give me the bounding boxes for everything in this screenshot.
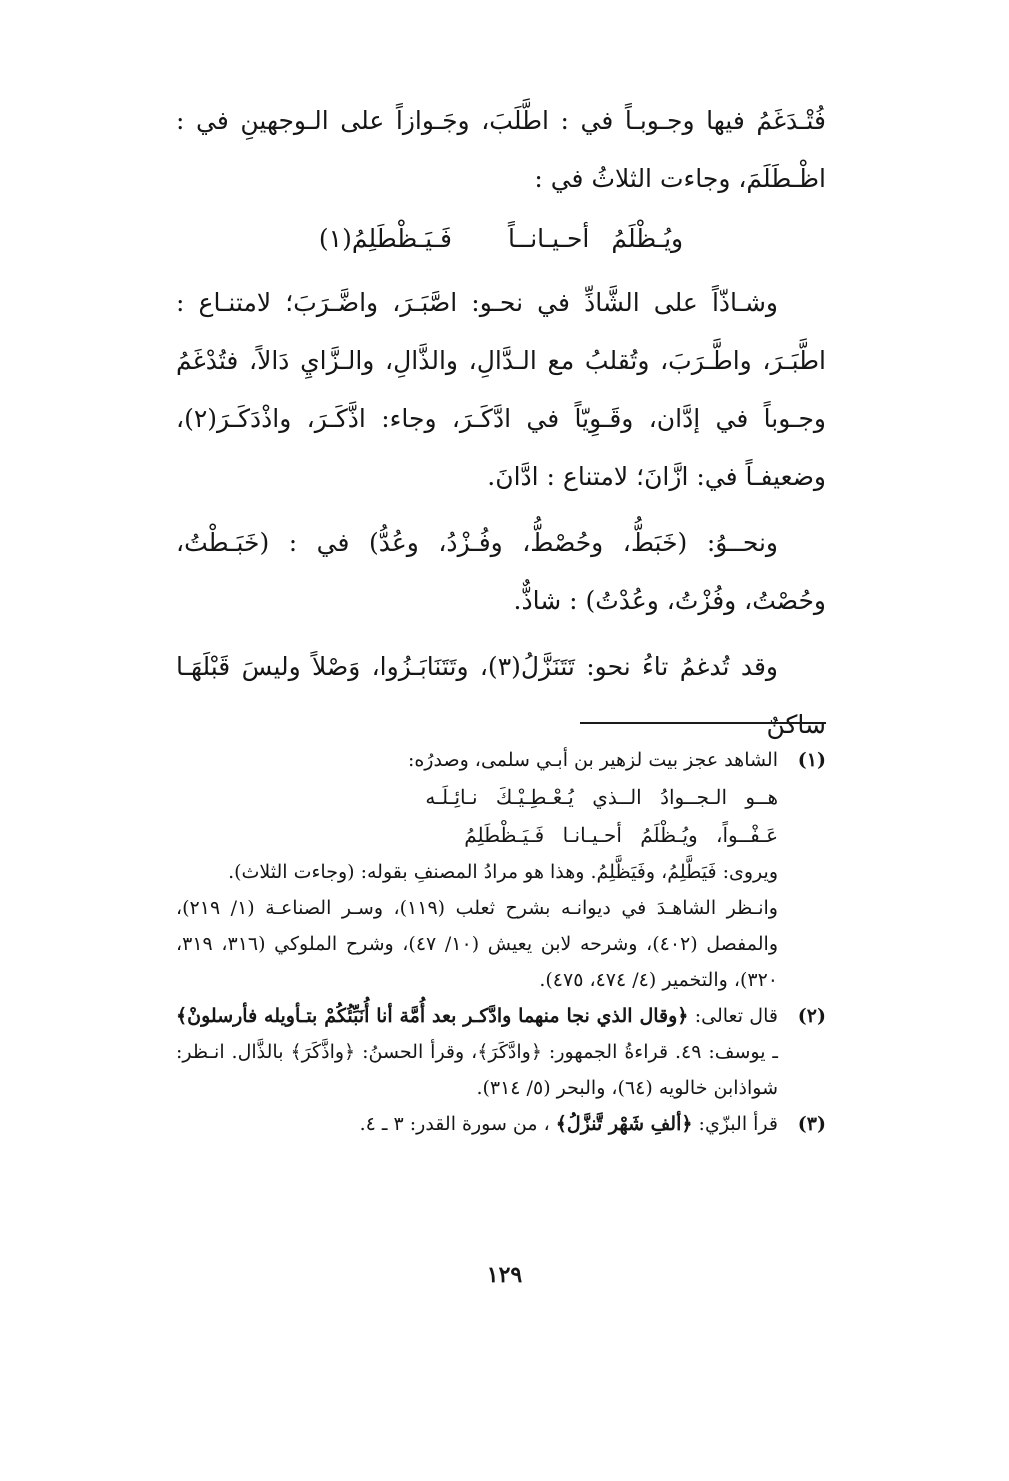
verse-line — [176, 210, 826, 268]
footnote-2-prefix: قال تعالى: — [694, 1005, 778, 1027]
footnote-number: (١) — [797, 749, 826, 771]
footnote-number: (٢) — [797, 1005, 826, 1027]
footnote-3-quran-quote: ﴿ألفِ شَهْر تَّنزَّلُ﴾ — [555, 1113, 693, 1135]
footnote-2-rest: ـ يوسف: ٤٩. قراءةُ الجمهور: ﴿وادَّكَرَ﴾، وقرأ الحسنُ: ﴿واذَّكَرَ﴾ بالذَّال. انـظر: شواذابن خالويه (٦٤)، والبحر (٥/ ٣١٤). — [176, 1041, 778, 1099]
footnote-2-quran-quote: ﴿وقال الذي نجا منهما وادَّكـر بعد أُمَّة أنا أُنَبِّئُكُمْ بتـأويله فأرسلونْ﴾ — [176, 1005, 689, 1027]
footnote-verse-line-2: عَـفْــواً، ويُـظْلَمُ أحـيـانـا فَـيَـظْطَلِمُ — [464, 823, 778, 847]
footnote-3-rest: ، من سورة القدر: ٣ ـ ٤. — [359, 1113, 550, 1135]
footnote-2 — [176, 998, 826, 1106]
footnote-1-intro: الشاهد عجز بيت لزهير بن أبـي سلمى، وصدرُه: — [407, 749, 778, 771]
footnote-number: (٣) — [797, 1113, 826, 1135]
footnote-1-references: وانـظر الشاهـدَ في ديوانـه بشرح ثعلب (١١٩)، وسـر الصناعـة (١/ ٢١٩)، والمفصل (٤٠٢)، وشرحه لابن يعيش (١٠/ ٤٧)، وشرح الملوكي (٣١٦، ٣١٩، ٣٢٠)، والتخمير (٤/ ٤٧٤، ٤٧٥). — [176, 897, 778, 991]
verse-hemistich-left: فَـيَـظْطَلِمُ(١) — [318, 224, 452, 253]
main-text — [176, 92, 826, 754]
footnote-3 — [176, 1106, 826, 1142]
paragraph-2: وشـاذّاً على الشَّاذِّ في نحـو: اصَّبَـرَ، واضَّـرَبَ؛ لامتنـاع : اطَّبَـرَ، واطَّـرَبَ، وتُقلبُ مع الـدَّالِ، والذَّالِ، والـزَّايِ دَالاً، فتُدْغَمُ وجـوباً في إدَّان، وقَـوِيّاً في ادَّكَـرَ، وجاء: اذَّكَـرَ، واذْدَكَـرَ(٢)، وضعيفـاً في: ازَّانَ؛ لامتناع : ادَّانَ. — [176, 288, 826, 491]
paragraph-1: فُتْـدَغَمُ فيها وجـوبـاً في : اطَّلَبَ، وجَـوازاً على الـوجهينِ في : اظْـطَلَمَ، وجاءت الثلاثُ في : — [176, 106, 826, 193]
verse-hemistich-right: ويُـظْلَمُ أحـيـانــاً — [507, 224, 684, 253]
paragraph-3: ونحــوُ: (خَبَطُّ، وحُصْطُّ، وفُـزْدُ، وعُدُّ) في : (خَبَـطْتُ، وحُصْتُ، وفُزْتُ، وعُدْتُ) : شاذٌّ. — [176, 528, 826, 615]
footnote-verse-line-1: هــو الـجــوادُ الــذي يُـعْـطِـيْـكَ نـائِـلَـه — [425, 785, 778, 809]
footnote-1-verse — [176, 778, 778, 854]
page-number: ١٢٩ — [486, 1262, 523, 1288]
footnote-1 — [176, 742, 826, 998]
footnotes — [176, 742, 826, 1142]
footnote-separator — [580, 722, 826, 724]
footnote-1-variant: ويروى: فَيَطَّلِمُ، وفَيَظَّلِمُ. وهذا هو مرادُ المصنفِ بقوله: (وجاءت الثلاث). — [228, 861, 778, 883]
paragraph-4: وقد تُدغمُ تاءُ نحو: تَتَنَزَّلُ(٣)، وتَتَنَابَـزُوا، وَصْلاً وليسَ قَبْلَهَـا ساكنٌ — [176, 652, 826, 739]
footnote-3-prefix: قرأ البزّي: — [698, 1113, 778, 1135]
